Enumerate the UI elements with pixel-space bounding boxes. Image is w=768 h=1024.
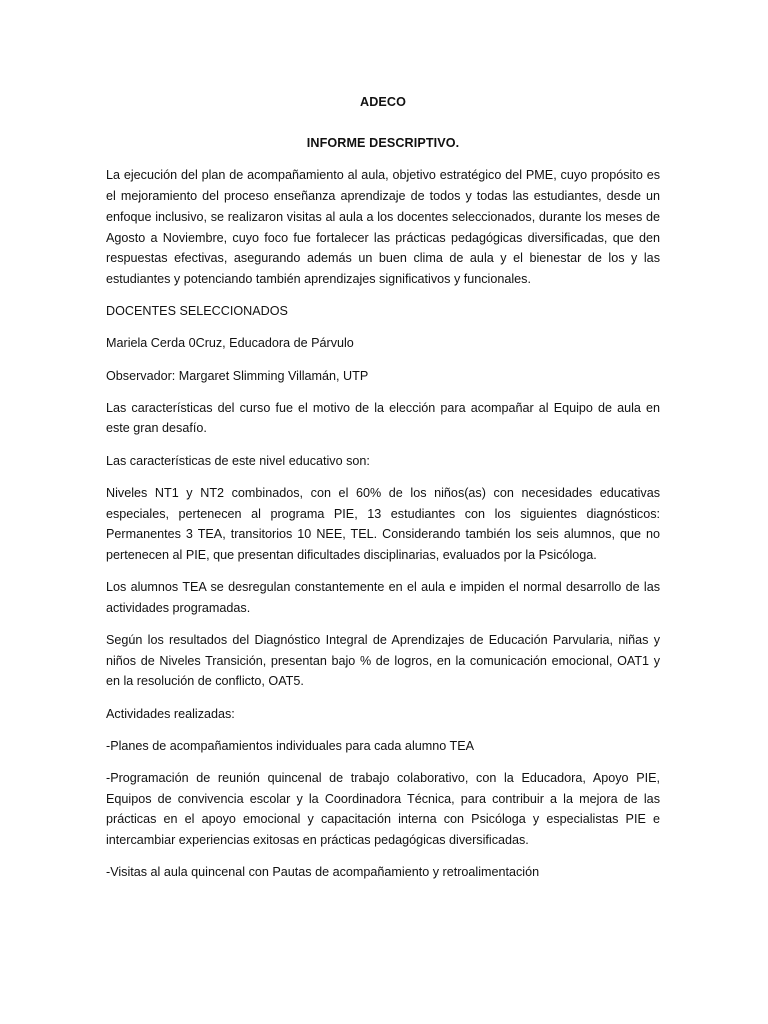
document-page bbox=[106, 92, 660, 895]
observer-line: Observador: Margaret Slimming Villamán, UTP bbox=[106, 368, 369, 383]
diagnostic-paragraph: Según los resultados del Diagnóstico Integral de Aprendizajes de Educación Parvularia, niñas y niños de Niveles Transición, presentan bajo % de logros, en la comunicación emocional, OAT1 y en la resolución de conflicto, OAT5. bbox=[106, 633, 660, 689]
activity-item: -Planes de acompañamientos individuales para cada alumno TEA bbox=[106, 738, 475, 753]
activity-item: -Programación de reunión quincenal de trabajo colaborativo, con la Educadora, Apoyo PIE, Equipos de convivencia escolar y la Coordinadora Técnica, para contribuir a la mejora de las prácticas en el apoyo emocional y capacitación interna con Psicóloga y especialistas PIE e intercambiar experiencias exitosas en prácticas pedagógicas diversificadas. bbox=[106, 771, 660, 848]
activities-heading: Actividades realizadas: bbox=[106, 706, 235, 721]
section-heading-docentes: DOCENTES SELECCIONADOS bbox=[106, 304, 288, 319]
course-selection-paragraph: Las características del curso fue el motivo de la elección para acompañar al Equipo de aula en este gran desafío. bbox=[106, 400, 660, 436]
activity-item: -Visitas al aula quincenal con Pautas de acompañamiento y retroalimentación bbox=[106, 865, 540, 880]
intro-paragraph: La ejecución del plan de acompañamiento al aula, objetivo estratégico del PME, cuyo propósito es el mejoramiento del proceso enseñanza aprendizaje de todos y todas las estudiantes, desde un enfoque inclusivo, se realizaron visitas al aula a los docentes seleccionados, durante los meses de Agosto a Noviembre, cuyo foco fue fortalecer las prácticas pedagógicas diversificadas, que den respuestas efectivas, asegurando además un buen clima de aula y el bienestar de los y las estudiantes y potenciando también aprendizajes significativos y funcionales. bbox=[106, 168, 660, 286]
level-characteristics-heading: Las características de este nivel educativo son: bbox=[106, 453, 370, 468]
tea-paragraph: Los alumnos TEA se desregulan constantemente en el aula e impiden el normal desarrollo de las actividades programadas. bbox=[106, 580, 660, 615]
report-title: INFORME DESCRIPTIVO. bbox=[306, 135, 460, 150]
levels-paragraph: Niveles NT1 y NT2 combinados, con el 60% de los niños(as) con necesidades educativas especiales, pertenecen al programa PIE, 13 estudiantes con los siguientes diagnósticos: Permanentes 3 TEA, transitorios 10 NEE, TEL. Considerando también los seis alumnos, que no pertenecen al PIE, que presentan dificultades disciplinarias, evaluados por la Psicóloga. bbox=[106, 485, 660, 562]
teacher-line: Mariela Cerda 0Cruz, Educadora de Párvulo bbox=[106, 336, 354, 351]
org-heading: ADECO bbox=[360, 95, 406, 109]
